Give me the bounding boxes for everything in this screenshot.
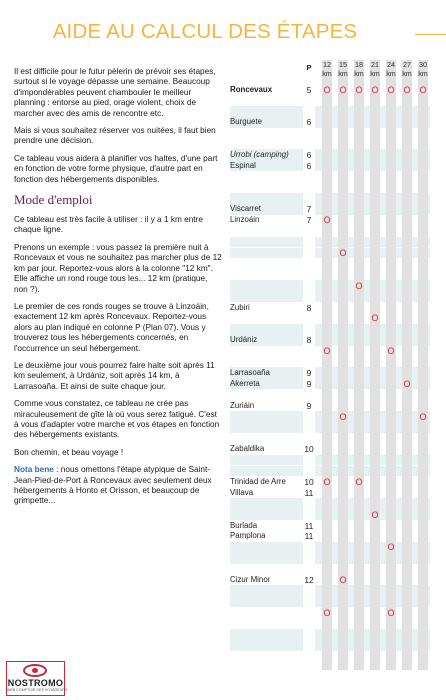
plan-number: 9 <box>306 378 312 389</box>
mode-paragraph: Le premier de ces ronds rouges se trouve à Linzoáin, exactement 12 km après Roncevaux. Reportez-vous alors au plan indiqué en colonne P (Plan 07). Vous y trouverez tous les hébergements concernés, en l'occurrence un seul hébergement. <box>14 301 209 353</box>
place-name: Viscarret <box>230 204 261 214</box>
stage-circle-icon: O <box>323 476 331 487</box>
plan-number: 7 <box>306 204 312 215</box>
mode-paragraph: Bon chemin, et beau voyage ! <box>14 447 124 457</box>
stage-circle-icon: O <box>387 346 395 357</box>
stage-circle-icon: O <box>371 313 379 324</box>
distance-column <box>418 60 428 670</box>
stage-circle-icon: O <box>339 575 347 585</box>
intro-paragraph: Mais si vous souhaitez réserver vos nuitées, il faut bien prendre une décision. <box>14 126 216 146</box>
plan-number: 12 <box>304 575 314 585</box>
plan-header: P <box>306 63 312 72</box>
nota-bene <box>14 465 222 507</box>
distance-header: 27 km <box>402 60 412 78</box>
distance-header: 24 km <box>386 60 396 78</box>
plan-number: 7 <box>306 215 312 226</box>
stage-circle-icon: O <box>387 84 395 95</box>
place-name: Akerreta <box>230 378 260 388</box>
stage-circle-icon: O <box>371 84 379 95</box>
distance-column <box>386 60 396 670</box>
plan-number: 10 <box>304 444 314 455</box>
plan-number: 11 <box>304 520 314 531</box>
place-name: Trinidad de Arre <box>230 476 286 486</box>
stage-circle-icon: O <box>403 378 411 389</box>
stage-circle-icon: O <box>323 346 331 357</box>
place-name: Burguete <box>230 117 263 127</box>
place-name: Linzoáin <box>230 215 260 225</box>
place-name: Larrasoaña <box>230 367 270 377</box>
stage-circle-icon: O <box>355 84 363 95</box>
title-rule <box>415 34 446 35</box>
distance-column <box>402 60 412 670</box>
place-name: Burlada <box>230 520 258 530</box>
mode-paragraph: Le deuxième jour vous pourrez faire halte soit après 11 km seulement, à Urdániz, soit après 14 km, à Larrasoaña. Et ainsi de suite chaque jour. <box>14 360 215 391</box>
stage-circle-icon: O <box>403 84 411 95</box>
intro-paragraph: Ce tableau vous aidera à planifier vos haltes, d'une part en fonction de votre forme physique, d'autre part en fonction des hébergements disponibles. <box>14 153 218 184</box>
place-name: Cizur Minor <box>230 575 271 584</box>
logo-name: NOSTROMO <box>7 678 64 688</box>
stage-circle-icon: O <box>323 607 331 618</box>
stage-circle-icon: O <box>323 84 331 95</box>
distance-header: 21 km <box>370 60 380 78</box>
nota-label: Nota bene <box>14 465 54 475</box>
place-name: Roncevaux <box>230 84 273 94</box>
logo-tagline: WEB COMPTOIR DES VOYAGEURS <box>7 688 68 692</box>
mode-paragraph: Comme vous constatez, ce tableau ne crée pas miraculeusement de gîte là où vous serez fatigué. C'est à vous d'adapter votre marche et vos étapes en fonction des hébergements existants. <box>14 399 220 440</box>
stage-circle-icon: O <box>387 542 395 553</box>
stage-table <box>230 60 430 670</box>
place-name: Zabaldika <box>230 444 265 454</box>
stage-circle-icon: O <box>339 84 347 95</box>
instructions-column <box>14 67 222 514</box>
plan-number: 11 <box>304 487 314 498</box>
distance-header: 12 km <box>322 60 332 78</box>
distance-header: 18 km <box>354 60 364 78</box>
mode-paragraph: Ce tableau est très facile à utiliser : il y a 1 km entre chaque ligne. <box>14 215 203 235</box>
place-name: Urrobi (camping) <box>230 149 289 159</box>
stage-circle-icon: O <box>339 248 347 258</box>
place-name: Zubiri <box>230 302 250 312</box>
logo-emblem-icon <box>23 664 47 677</box>
plan-number: 9 <box>306 367 312 378</box>
stage-circle-icon: O <box>339 411 347 422</box>
distance-header: 30 km <box>418 60 428 78</box>
stage-circle-icon: O <box>419 84 427 95</box>
plan-number: 5 <box>306 84 312 95</box>
place-name: Espinal <box>230 160 256 170</box>
stage-circle-icon: O <box>355 280 363 291</box>
stage-circle-icon: O <box>371 509 379 520</box>
place-name: Villava <box>230 487 254 497</box>
mode-heading: Mode d'emploi <box>14 192 93 208</box>
place-name: Pamplona <box>230 531 266 541</box>
place-name: Urdániz <box>230 335 258 345</box>
page-title: AIDE AU CALCUL DES ÉTAPES <box>52 20 358 43</box>
stage-circle-icon: O <box>387 607 395 618</box>
stage-circle-icon: O <box>355 476 363 487</box>
distance-column <box>370 60 380 670</box>
stage-circle-icon: O <box>419 411 427 422</box>
nostromo-logo <box>6 661 68 696</box>
plan-number: 10 <box>304 476 314 487</box>
plan-number: 6 <box>306 117 312 128</box>
mode-paragraph: Prenons un exemple : vous passez la première nuit à Roncevaux et vous ne souhaitez pas marcher plus de 12 km par jour. Reportez-vous alors à la colonne "12 km". Elle affiche un rond rouge tous les... 12 km (pratique, non ?). <box>14 242 222 294</box>
plan-number: 8 <box>306 335 312 346</box>
distance-header: 15 km <box>338 60 348 78</box>
intro-paragraph: Il est difficile pour le futur pèlerin de prévoir ses étapes, surtout si le voyage dépasse une semaine. Beaucoup d'impondérables peuvent chambouler le meilleur planning : entorse au pied, orage violent, choix de marcher avec des amis de rencontre etc. <box>14 67 216 118</box>
plan-number: 6 <box>306 149 312 160</box>
stage-circle-icon: O <box>323 215 331 226</box>
nota-text: : nous omettons l'étape atypique de Saint-Jean-Pied-de-Port à Roncevaux avec seulement deux hébergements à Honto et Orisson, et beaucoup de grimpette... <box>14 465 212 506</box>
place-name: Zuriáin <box>230 400 255 410</box>
plan-number: 11 <box>304 531 314 542</box>
plan-number: 6 <box>306 160 312 171</box>
distance-column <box>354 60 364 670</box>
plan-number: 9 <box>306 400 312 411</box>
plan-number: 8 <box>306 302 312 313</box>
distance-column <box>322 60 332 670</box>
